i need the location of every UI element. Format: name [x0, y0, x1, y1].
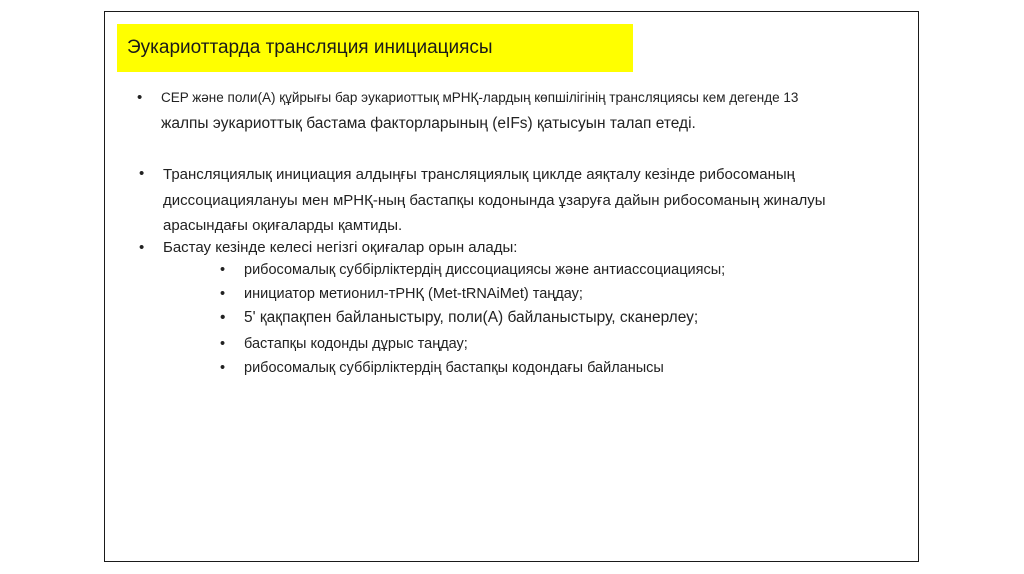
bullet-dot-icon: • — [139, 165, 145, 182]
bullet-dot-icon: • — [220, 286, 226, 302]
slide — [104, 11, 919, 562]
bullet-text-line: CEP және поли(A) құйрығы бар эукариоттық мРНҚ-лардың көпшілігінің трансляциясы кем дегенде 13 — [161, 90, 799, 105]
sub-bullet-text: 5' қақпақпен байланыстыру, поли(A) байланыстыру, сканерлеу; — [244, 309, 699, 326]
sub-bullet-item — [220, 282, 583, 306]
bullet-text-line: Бастау кезінде келесі негізгі оқиғалар орын алады: — [163, 239, 518, 256]
bullet-item — [139, 236, 903, 260]
sub-bullet-text: инициатор метионил-тРНҚ (Met-tRNAiMet) таңдау; — [244, 286, 583, 302]
bullet-item — [137, 86, 901, 136]
sub-bullet-item — [220, 258, 726, 282]
sub-bullet-item — [220, 332, 468, 356]
sub-bullet-text: рибосомалық суббірліктердің диссоциациясы және антиассоциациясы; — [244, 262, 726, 278]
bullet-dot-icon: • — [220, 309, 226, 326]
bullet-dot-icon: • — [137, 89, 143, 106]
sub-bullet-text: бастапқы кодонды дұрыс таңдау; — [244, 336, 468, 352]
bullet-text-line: арасындағы оқиғаларды қамтиды. — [163, 217, 403, 234]
bullet-text-line: жалпы эукариоттық бастама факторларының (eIFs) қатысуын талап етеді. — [161, 115, 696, 132]
bullet-text-line: диссоциациялануы мен мРНҚ-ның бастапқы кодонында ұзаруға дайын рибосоманың жиналуы — [163, 191, 826, 209]
bullet-dot-icon: • — [220, 262, 226, 278]
title-highlight — [117, 24, 633, 72]
sub-bullet-item — [220, 356, 664, 380]
bullet-dot-icon: • — [220, 336, 226, 352]
sub-bullet-item — [220, 306, 699, 330]
sub-bullet-text: рибосомалық суббірліктердің бастапқы кодондағы байланысы — [244, 360, 664, 376]
bullet-dot-icon: • — [139, 239, 145, 256]
bullet-item — [139, 162, 903, 239]
slide-title: Эукариоттарда трансляция инициациясы — [127, 37, 493, 58]
bullet-text-line: Трансляциялық инициация алдыңғы трансляциялық циклде аяқталу кезінде рибосоманың — [163, 166, 795, 183]
bullet-dot-icon: • — [220, 360, 226, 376]
